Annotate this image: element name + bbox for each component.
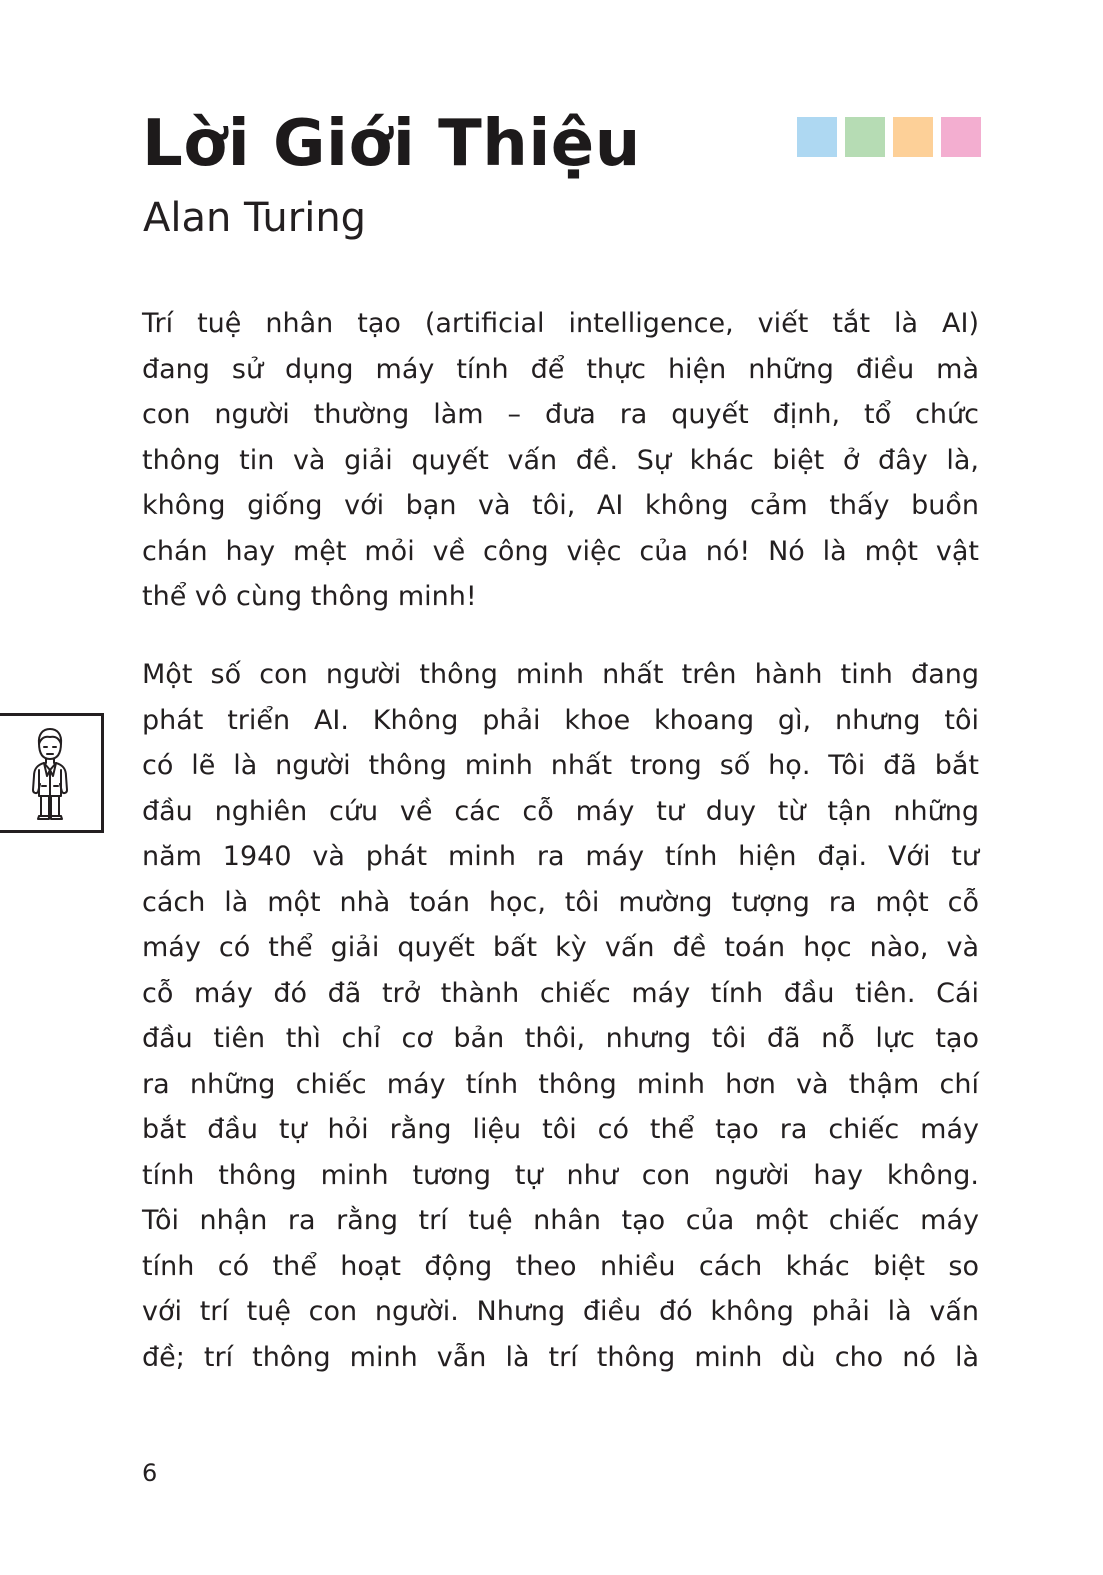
text-line: năm 1940 và phát minh ra máy tính hiện đại. Với tư <box>142 841 979 872</box>
text-line: có lẽ là người thông minh nhất trong số họ. Tôi đã bắt <box>142 750 979 781</box>
swatch-blue <box>797 117 837 157</box>
text-line: cỗ máy đó đã trở thành chiếc máy tính đầu tiên. Cái <box>142 977 979 1009</box>
color-swatch-strip <box>797 117 981 157</box>
page-title: Lời Giới Thiệu <box>142 107 641 181</box>
text-line: Trí tuệ nhân tạo (artificial intelligence, viết tắt là AI) <box>142 308 979 339</box>
text-line: đang sử dụng máy tính để thực hiện những điều mà <box>142 353 979 385</box>
text-line: đầu tiên thì chỉ cơ bản thôi, nhưng tôi đã nỗ lực tạo <box>142 1023 979 1054</box>
text-line: với trí tuệ con người. Nhưng điều đó không phải là vấn <box>142 1296 979 1327</box>
text-line: thể vô cùng thông minh! <box>142 581 477 612</box>
text-line: Một số con người thông minh nhất trên hành tinh đang <box>142 659 979 690</box>
text-line: tính thông minh tương tự như con người hay không. <box>142 1159 979 1191</box>
author-name: Alan Turing <box>143 195 367 241</box>
text-line: đầu nghiên cứu về các cỗ máy tư duy từ tận những <box>142 795 979 827</box>
swatch-orange <box>893 117 933 157</box>
text-line: bắt đầu tự hỏi rằng liệu tôi có thể tạo ra chiếc máy <box>142 1114 979 1145</box>
text-line: tính có thể hoạt động theo nhiều cách khác biệt so <box>142 1250 979 1282</box>
swatch-pink <box>941 117 981 157</box>
portrait-frame <box>0 713 104 833</box>
text-line: ra những chiếc máy tính thông minh hơn và thậm chí <box>142 1068 979 1100</box>
text-line: đề; trí thông minh vẫn là trí thông minh dù cho nó là <box>142 1341 979 1373</box>
text-line: không giống với bạn và tôi, AI không cảm thấy buồn <box>142 490 979 521</box>
person-in-suit-icon <box>27 726 73 822</box>
text-line: máy có thể giải quyết bất kỳ vấn đề toán học nào, và <box>142 932 979 963</box>
paragraph-2 <box>142 652 979 1380</box>
swatch-green <box>845 117 885 157</box>
text-line: cách là một nhà toán học, tôi mường tượng ra một cỗ <box>142 886 979 918</box>
text-line: chán hay mệt mỏi về công việc của nó! Nó là một vật <box>142 535 979 567</box>
text-line: phát triển AI. Không phải khoe khoang gì, nhưng tôi <box>142 704 979 736</box>
page-number: 6 <box>142 1459 158 1487</box>
paragraph-1 <box>142 301 979 620</box>
text-line: con người thường làm – đưa ra quyết định, tổ chức <box>142 399 979 430</box>
text-line: Tôi nhận ra rằng trí tuệ nhân tạo của một chiếc máy <box>142 1205 979 1236</box>
text-line: thông tin và giải quyết vấn đề. Sự khác biệt ở đây là, <box>142 444 979 476</box>
